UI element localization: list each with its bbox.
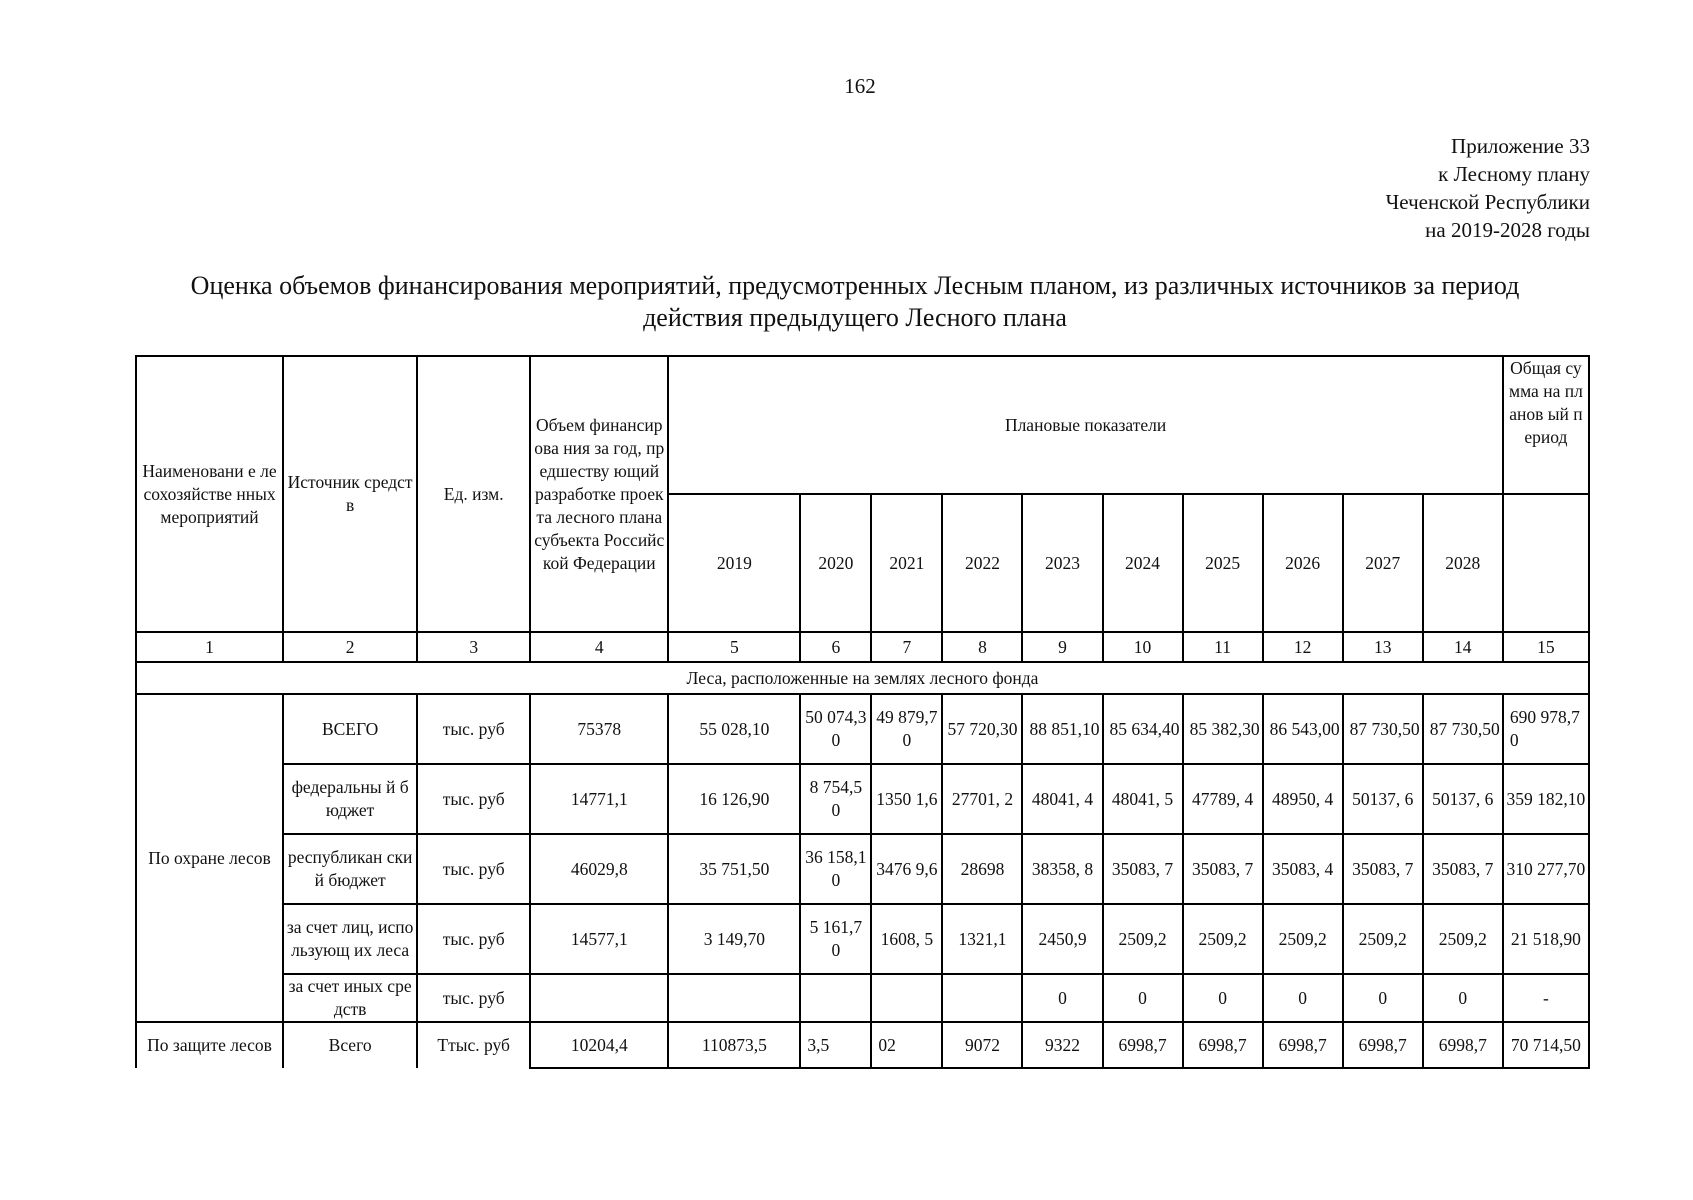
appendix-line-2: к Лесному плану	[1438, 162, 1590, 186]
value-cell: 35083, 7	[1343, 834, 1423, 904]
unit-cell: тыс. руб	[417, 904, 530, 974]
column-number: 14	[1423, 632, 1503, 662]
column-number: 7	[871, 632, 942, 662]
total-cell: 21 518,90	[1503, 904, 1589, 974]
value-cell: 35083, 4	[1263, 834, 1343, 904]
financing-table	[135, 355, 1590, 1069]
value-cell: 85 382,30	[1183, 694, 1263, 764]
title-line-1: Оценка объемов финансирования мероприятий, предусмотренных Лесным планом, из различных источников за период	[190, 271, 1520, 300]
total-cell: 690 978,70	[1503, 694, 1589, 764]
title-line-2: действия предыдущего Лесного плана	[643, 303, 1067, 332]
prev-volume-cell	[530, 974, 668, 1022]
column-number: 9	[1022, 632, 1102, 662]
value-cell: 0	[1183, 974, 1263, 1022]
total-cell: 359 182,10	[1503, 764, 1589, 834]
value-cell: 2509,2	[1423, 904, 1503, 974]
value-cell: 2509,2	[1263, 904, 1343, 974]
source-cell: за счет иных средств	[283, 974, 417, 1022]
value-cell: 35 751,50	[668, 834, 800, 904]
value-cell: 1608, 5	[871, 904, 942, 974]
unit-cell: тыс. руб	[417, 694, 530, 764]
column-number-row	[136, 632, 1589, 662]
value-cell: 50137, 6	[1343, 764, 1423, 834]
value-cell: 2509,2	[1103, 904, 1183, 974]
value-cell: 48041, 5	[1103, 764, 1183, 834]
document-title	[120, 270, 1590, 334]
column-number: 11	[1183, 632, 1263, 662]
column-number: 1	[136, 632, 283, 662]
prev-volume-cell: 14577,1	[530, 904, 668, 974]
value-cell: 0	[1423, 974, 1503, 1022]
header-year: 2025	[1183, 494, 1263, 632]
header-year: 2023	[1022, 494, 1102, 632]
value-cell: 6998,7	[1183, 1022, 1263, 1068]
header-year: 2022	[942, 494, 1022, 632]
value-cell: 35083, 7	[1423, 834, 1503, 904]
value-cell: 3476 9,6	[871, 834, 942, 904]
header-prev-volume: Объем финансирова ния за год, предшеству ющий разработке проекта лесного плана субъекта Российской Федерации	[530, 356, 668, 632]
value-cell: 85 634,40	[1103, 694, 1183, 764]
column-number: 6	[800, 632, 871, 662]
activity-name: По охране лесов	[136, 694, 283, 1022]
section-title: Леса, расположенные на землях лесного фонда	[136, 662, 1589, 694]
value-cell: 35083, 7	[1103, 834, 1183, 904]
header-row	[136, 356, 1589, 494]
unit-cell: Ттыс. руб	[417, 1022, 530, 1068]
source-cell: Всего	[283, 1022, 417, 1068]
column-number: 10	[1103, 632, 1183, 662]
appendix-line-4: на 2019-2028 годы	[1425, 218, 1590, 242]
value-cell	[871, 974, 942, 1022]
value-cell: 9072	[942, 1022, 1022, 1068]
value-cell: 86 543,00	[1263, 694, 1343, 764]
source-cell: ВСЕГО	[283, 694, 417, 764]
prev-volume-cell: 14771,1	[530, 764, 668, 834]
value-cell	[668, 974, 800, 1022]
column-number: 8	[942, 632, 1022, 662]
value-cell: 57 720,30	[942, 694, 1022, 764]
header-year: 2027	[1343, 494, 1423, 632]
value-cell: 47789, 4	[1183, 764, 1263, 834]
header-name: Наименовани е лесохозяйстве нных мероприятий	[136, 356, 283, 632]
prev-volume-cell: 46029,8	[530, 834, 668, 904]
value-cell: 49 879,7 0	[871, 694, 942, 764]
unit-cell: тыс. руб	[417, 834, 530, 904]
total-cell: 70 714,50	[1503, 1022, 1589, 1068]
appendix-line-3: Чеченской Республики	[1385, 190, 1590, 214]
value-cell	[800, 974, 871, 1022]
value-cell: 110873,5	[668, 1022, 800, 1068]
source-cell: республикан ский бюджет	[283, 834, 417, 904]
column-number: 5	[668, 632, 800, 662]
value-cell: 0	[1103, 974, 1183, 1022]
value-cell: 50 074,3 0	[800, 694, 871, 764]
section-row	[136, 662, 1589, 694]
value-cell: 27701, 2	[942, 764, 1022, 834]
value-cell: 2509,2	[1343, 904, 1423, 974]
value-cell: 28698	[942, 834, 1022, 904]
value-cell: 3,5	[800, 1022, 871, 1068]
unit-cell: тыс. руб	[417, 974, 530, 1022]
value-cell: 87 730,50	[1343, 694, 1423, 764]
value-cell: 48950, 4	[1263, 764, 1343, 834]
value-cell: 55 028,10	[668, 694, 800, 764]
prev-volume-cell: 75378	[530, 694, 668, 764]
value-cell: 88 851,10	[1022, 694, 1102, 764]
value-cell: 02	[871, 1022, 942, 1068]
value-cell: 6998,7	[1343, 1022, 1423, 1068]
table-row	[136, 974, 1589, 1022]
column-number: 15	[1503, 632, 1589, 662]
value-cell: 9322	[1022, 1022, 1102, 1068]
prev-volume-cell: 10204,4	[530, 1022, 668, 1068]
value-cell: 6998,7	[1263, 1022, 1343, 1068]
source-cell: федеральны й бюджет	[283, 764, 417, 834]
value-cell: 5 161,7 0	[800, 904, 871, 974]
total-cell: 310 277,70	[1503, 834, 1589, 904]
value-cell: 35083, 7	[1183, 834, 1263, 904]
header-total-blank	[1503, 494, 1589, 632]
header-year: 2019	[668, 494, 800, 632]
header-year: 2026	[1263, 494, 1343, 632]
value-cell: 6998,7	[1423, 1022, 1503, 1068]
column-number: 12	[1263, 632, 1343, 662]
value-cell: 36 158,1 0	[800, 834, 871, 904]
header-total: Общая сумма на планов ый период	[1503, 356, 1589, 494]
value-cell: 6998,7	[1103, 1022, 1183, 1068]
value-cell: 2509,2	[1183, 904, 1263, 974]
value-cell: 38358, 8	[1022, 834, 1102, 904]
header-year: 2021	[871, 494, 942, 632]
column-number: 2	[283, 632, 417, 662]
header-year: 2024	[1103, 494, 1183, 632]
value-cell: 48041, 4	[1022, 764, 1102, 834]
source-cell: за счет лиц, использующ их леса	[283, 904, 417, 974]
total-cell: -	[1503, 974, 1589, 1022]
value-cell: 2450,9	[1022, 904, 1102, 974]
value-cell: 3 149,70	[668, 904, 800, 974]
value-cell: 50137, 6	[1423, 764, 1503, 834]
table-row	[136, 694, 1589, 764]
column-number: 3	[417, 632, 530, 662]
value-cell: 0	[1022, 974, 1102, 1022]
appendix-note	[1386, 132, 1590, 244]
table-row	[136, 1022, 1589, 1068]
unit-cell: тыс. руб	[417, 764, 530, 834]
table-row	[136, 764, 1589, 834]
value-cell: 8 754,5 0	[800, 764, 871, 834]
column-number: 4	[530, 632, 668, 662]
column-number: 13	[1343, 632, 1423, 662]
header-unit: Ед. изм.	[417, 356, 530, 632]
header-source: Источник средств	[283, 356, 417, 632]
header-year: 2028	[1423, 494, 1503, 632]
value-cell: 0	[1343, 974, 1423, 1022]
value-cell	[942, 974, 1022, 1022]
value-cell: 16 126,90	[668, 764, 800, 834]
activity-name: По защите лесов	[136, 1022, 283, 1068]
header-year: 2020	[800, 494, 871, 632]
page-number: 162	[844, 74, 876, 98]
table-row	[136, 904, 1589, 974]
table-row	[136, 834, 1589, 904]
appendix-line-1: Приложение 33	[1451, 134, 1590, 158]
header-planned: Плановые показатели	[668, 356, 1503, 494]
value-cell: 1350 1,6	[871, 764, 942, 834]
value-cell: 0	[1263, 974, 1343, 1022]
value-cell: 87 730,50	[1423, 694, 1503, 764]
value-cell: 1321,1	[942, 904, 1022, 974]
